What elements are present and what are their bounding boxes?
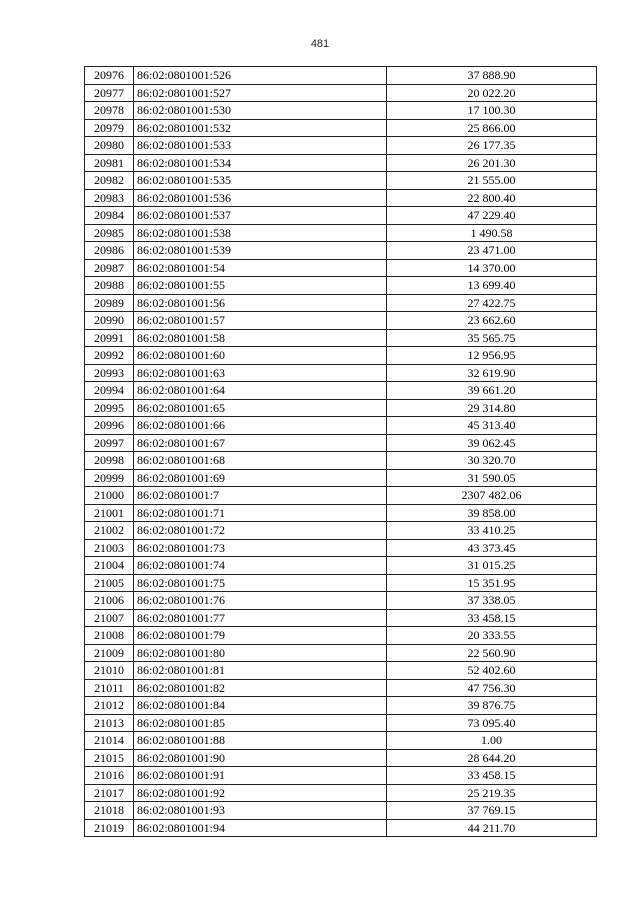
cadastral-number-cell: 86:02:0801001:74	[134, 557, 387, 575]
table-row	[85, 67, 597, 85]
row-number-cell: 20980	[85, 137, 134, 155]
cadastral-number-cell: 86:02:0801001:84	[134, 697, 387, 715]
row-number-cell: 21001	[85, 504, 134, 522]
cadastral-number-cell: 86:02:0801001:67	[134, 434, 387, 452]
cadastral-number-cell: 86:02:0801001:68	[134, 452, 387, 470]
table-row	[85, 819, 597, 837]
value-cell: 35 565.75	[387, 329, 597, 347]
row-number-cell: 20997	[85, 434, 134, 452]
value-cell: 33 458.15	[387, 609, 597, 627]
row-number-cell: 20976	[85, 67, 134, 85]
value-cell: 13 699.40	[387, 277, 597, 295]
row-number-cell: 20988	[85, 277, 134, 295]
cadastral-number-cell: 86:02:0801001:63	[134, 364, 387, 382]
cadastral-number-cell: 86:02:0801001:71	[134, 504, 387, 522]
row-number-cell: 20978	[85, 102, 134, 120]
cadastral-number-cell: 86:02:0801001:76	[134, 592, 387, 610]
row-number-cell: 20998	[85, 452, 134, 470]
value-cell: 22 560.90	[387, 644, 597, 662]
value-cell: 39 876.75	[387, 697, 597, 715]
value-cell: 39 858.00	[387, 504, 597, 522]
table-row	[85, 364, 597, 382]
value-cell: 29 314.80	[387, 399, 597, 417]
table-row	[85, 189, 597, 207]
table-row	[85, 259, 597, 277]
value-cell: 2307 482.06	[387, 487, 597, 505]
value-cell: 33 458.15	[387, 767, 597, 785]
row-number-cell: 20984	[85, 207, 134, 225]
cadastral-number-cell: 86:02:0801001:79	[134, 627, 387, 645]
row-number-cell: 20987	[85, 259, 134, 277]
cadastral-number-cell: 86:02:0801001:75	[134, 574, 387, 592]
row-number-cell: 20979	[85, 119, 134, 137]
cadastral-number-cell: 86:02:0801001:93	[134, 802, 387, 820]
row-number-cell: 21005	[85, 574, 134, 592]
value-cell: 31 590.05	[387, 469, 597, 487]
table-row	[85, 487, 597, 505]
value-cell: 26 177.35	[387, 137, 597, 155]
table-row	[85, 347, 597, 365]
value-cell: 28 644.20	[387, 749, 597, 767]
cadastral-number-cell: 86:02:0801001:81	[134, 662, 387, 680]
row-number-cell: 20991	[85, 329, 134, 347]
row-number-cell: 21007	[85, 609, 134, 627]
cadastral-number-cell: 86:02:0801001:58	[134, 329, 387, 347]
cadastral-number-cell: 86:02:0801001:66	[134, 417, 387, 435]
value-cell: 23 662.60	[387, 312, 597, 330]
value-cell: 43 373.45	[387, 539, 597, 557]
table-row	[85, 732, 597, 750]
row-number-cell: 20989	[85, 294, 134, 312]
cadastral-number-cell: 86:02:0801001:527	[134, 84, 387, 102]
row-number-cell: 21018	[85, 802, 134, 820]
table-row	[85, 84, 597, 102]
value-cell: 1 490.58	[387, 224, 597, 242]
cadastral-number-cell: 86:02:0801001:55	[134, 277, 387, 295]
table-row	[85, 504, 597, 522]
table-row	[85, 294, 597, 312]
cadastral-number-cell: 86:02:0801001:60	[134, 347, 387, 365]
value-cell: 45 313.40	[387, 417, 597, 435]
cadastral-number-cell: 86:02:0801001:92	[134, 784, 387, 802]
table-row	[85, 452, 597, 470]
table-row	[85, 242, 597, 260]
table-row	[85, 767, 597, 785]
value-cell: 73 095.40	[387, 714, 597, 732]
table-row	[85, 749, 597, 767]
table-row	[85, 557, 597, 575]
cadastral-table	[84, 66, 597, 837]
table-row	[85, 522, 597, 540]
cadastral-number-cell: 86:02:0801001:73	[134, 539, 387, 557]
row-number-cell: 21009	[85, 644, 134, 662]
row-number-cell: 21013	[85, 714, 134, 732]
row-number-cell: 20995	[85, 399, 134, 417]
value-cell: 1.00	[387, 732, 597, 750]
row-number-cell: 21004	[85, 557, 134, 575]
cadastral-number-cell: 86:02:0801001:77	[134, 609, 387, 627]
row-number-cell: 20994	[85, 382, 134, 400]
row-number-cell: 21019	[85, 819, 134, 837]
cadastral-number-cell: 86:02:0801001:90	[134, 749, 387, 767]
row-number-cell: 20982	[85, 172, 134, 190]
table-body	[85, 67, 597, 837]
value-cell: 20 333.55	[387, 627, 597, 645]
cadastral-number-cell: 86:02:0801001:72	[134, 522, 387, 540]
cadastral-number-cell: 86:02:0801001:65	[134, 399, 387, 417]
cadastral-number-cell: 86:02:0801001:530	[134, 102, 387, 120]
cadastral-number-cell: 86:02:0801001:539	[134, 242, 387, 260]
value-cell: 33 410.25	[387, 522, 597, 540]
cadastral-number-cell: 86:02:0801001:88	[134, 732, 387, 750]
value-cell: 47 756.30	[387, 679, 597, 697]
row-number-cell: 21011	[85, 679, 134, 697]
cadastral-number-cell: 86:02:0801001:64	[134, 382, 387, 400]
table-row	[85, 679, 597, 697]
cadastral-number-cell: 86:02:0801001:69	[134, 469, 387, 487]
row-number-cell: 20993	[85, 364, 134, 382]
row-number-cell: 21006	[85, 592, 134, 610]
table-row	[85, 119, 597, 137]
cadastral-number-cell: 86:02:0801001:91	[134, 767, 387, 785]
table-row	[85, 609, 597, 627]
value-cell: 20 022.20	[387, 84, 597, 102]
row-number-cell: 21003	[85, 539, 134, 557]
table-row	[85, 329, 597, 347]
cadastral-number-cell: 86:02:0801001:57	[134, 312, 387, 330]
table-row	[85, 137, 597, 155]
row-number-cell: 20986	[85, 242, 134, 260]
cadastral-number-cell: 86:02:0801001:538	[134, 224, 387, 242]
table-row	[85, 469, 597, 487]
table-row	[85, 102, 597, 120]
cadastral-number-cell: 86:02:0801001:7	[134, 487, 387, 505]
table-row	[85, 592, 597, 610]
page-number: 481	[310, 38, 330, 50]
value-cell: 25 219.35	[387, 784, 597, 802]
value-cell: 27 422.75	[387, 294, 597, 312]
cadastral-number-cell: 86:02:0801001:526	[134, 67, 387, 85]
cadastral-number-cell: 86:02:0801001:537	[134, 207, 387, 225]
value-cell: 30 320.70	[387, 452, 597, 470]
table-row	[85, 382, 597, 400]
row-number-cell: 20985	[85, 224, 134, 242]
table-row	[85, 784, 597, 802]
table-row	[85, 434, 597, 452]
cadastral-number-cell: 86:02:0801001:535	[134, 172, 387, 190]
table-row	[85, 574, 597, 592]
row-number-cell: 20999	[85, 469, 134, 487]
value-cell: 52 402.60	[387, 662, 597, 680]
value-cell: 32 619.90	[387, 364, 597, 382]
cadastral-number-cell: 86:02:0801001:80	[134, 644, 387, 662]
table-row	[85, 662, 597, 680]
row-number-cell: 21008	[85, 627, 134, 645]
row-number-cell: 20996	[85, 417, 134, 435]
cadastral-number-cell: 86:02:0801001:536	[134, 189, 387, 207]
cadastral-number-cell: 86:02:0801001:534	[134, 154, 387, 172]
value-cell: 22 800.40	[387, 189, 597, 207]
value-cell: 12 956.95	[387, 347, 597, 365]
value-cell: 37 888.90	[387, 67, 597, 85]
row-number-cell: 21000	[85, 487, 134, 505]
row-number-cell: 20990	[85, 312, 134, 330]
row-number-cell: 21017	[85, 784, 134, 802]
cadastral-number-cell: 86:02:0801001:94	[134, 819, 387, 837]
table-row	[85, 224, 597, 242]
row-number-cell: 20981	[85, 154, 134, 172]
row-number-cell: 21012	[85, 697, 134, 715]
value-cell: 14 370.00	[387, 259, 597, 277]
cadastral-number-cell: 86:02:0801001:54	[134, 259, 387, 277]
table-row	[85, 417, 597, 435]
cadastral-number-cell: 86:02:0801001:85	[134, 714, 387, 732]
value-cell: 17 100.30	[387, 102, 597, 120]
value-cell: 37 338.05	[387, 592, 597, 610]
cadastral-number-cell: 86:02:0801001:82	[134, 679, 387, 697]
cadastral-number-cell: 86:02:0801001:533	[134, 137, 387, 155]
value-cell: 44 211.70	[387, 819, 597, 837]
table-row	[85, 207, 597, 225]
cadastral-number-cell: 86:02:0801001:56	[134, 294, 387, 312]
value-cell: 25 866.00	[387, 119, 597, 137]
value-cell: 21 555.00	[387, 172, 597, 190]
row-number-cell: 21010	[85, 662, 134, 680]
table-row	[85, 154, 597, 172]
table-row	[85, 714, 597, 732]
row-number-cell: 21015	[85, 749, 134, 767]
value-cell: 15 351.95	[387, 574, 597, 592]
row-number-cell: 20992	[85, 347, 134, 365]
table-row	[85, 644, 597, 662]
cadastral-number-cell: 86:02:0801001:532	[134, 119, 387, 137]
value-cell: 39 661.20	[387, 382, 597, 400]
row-number-cell: 21014	[85, 732, 134, 750]
table-row	[85, 627, 597, 645]
value-cell: 39 062.45	[387, 434, 597, 452]
value-cell: 23 471.00	[387, 242, 597, 260]
table-row	[85, 312, 597, 330]
value-cell: 26 201.30	[387, 154, 597, 172]
row-number-cell: 21002	[85, 522, 134, 540]
table-row	[85, 172, 597, 190]
table-row	[85, 277, 597, 295]
value-cell: 37 769.15	[387, 802, 597, 820]
row-number-cell: 20983	[85, 189, 134, 207]
table-row	[85, 399, 597, 417]
value-cell: 31 015.25	[387, 557, 597, 575]
row-number-cell: 21016	[85, 767, 134, 785]
table-row	[85, 802, 597, 820]
value-cell: 47 229.40	[387, 207, 597, 225]
row-number-cell: 20977	[85, 84, 134, 102]
table-row	[85, 697, 597, 715]
table-row	[85, 539, 597, 557]
